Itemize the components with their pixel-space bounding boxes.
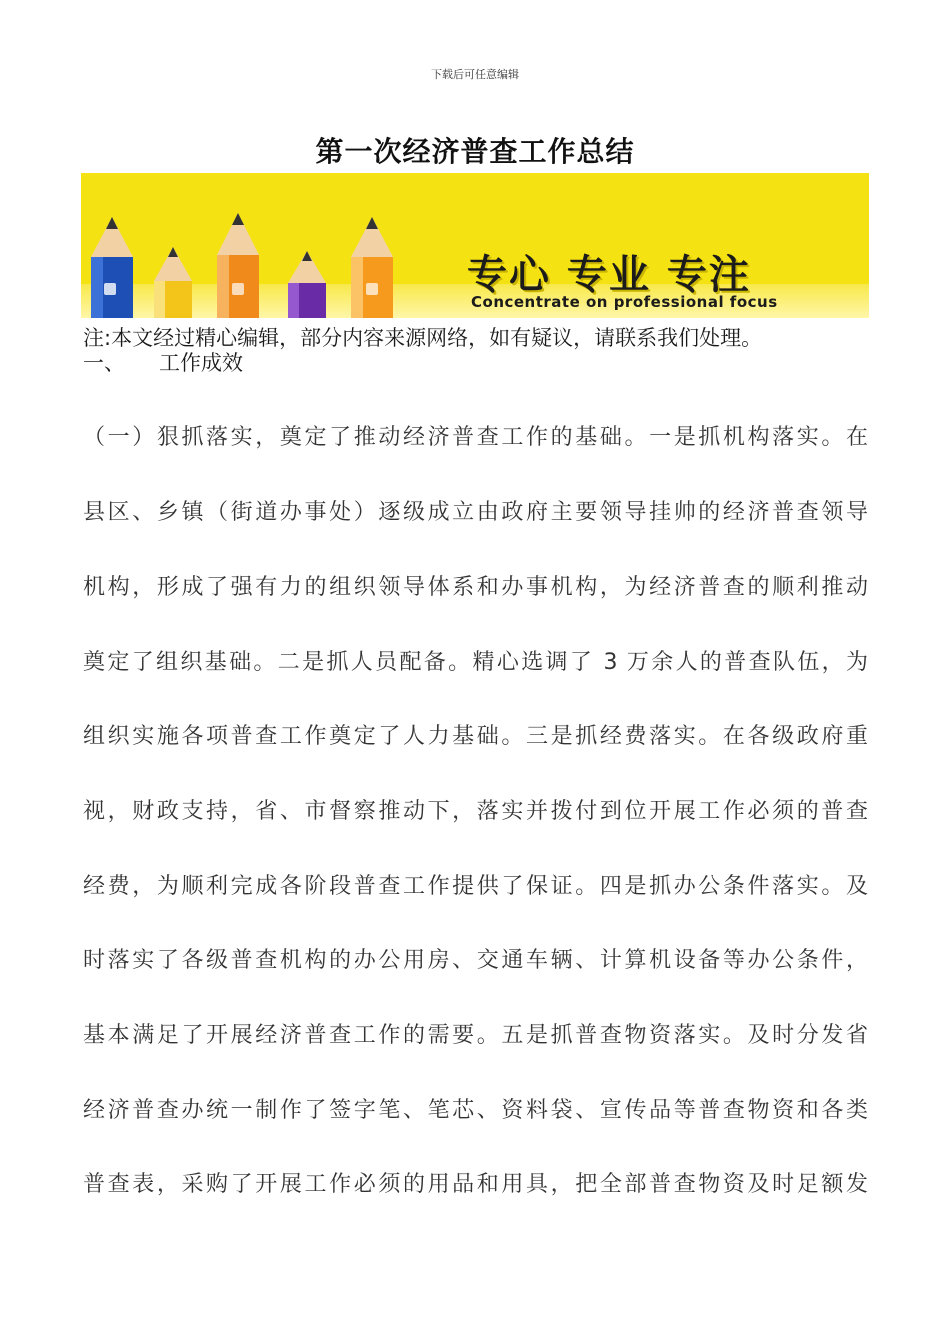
section-heading — [83, 347, 243, 377]
body-text-line: （一）狠抓落实，奠定了推动经济普查工作的基础。一是抓机构落实。在 — [83, 425, 868, 450]
blue-pencil-icon — [87, 217, 137, 318]
section-number: 一、 — [83, 351, 125, 375]
page-header-note: 下载后可任意编辑 — [431, 68, 519, 81]
editor-note: 注:本文经过精心编辑，部分内容来源网络，如有疑议，请联系我们处理。 — [83, 326, 763, 350]
banner-slogan-english: Concentrate on professional focus — [471, 293, 778, 311]
body-text-line: 组织实施各项普查工作奠定了人力基础。三是抓经费落实。在各级政府重 — [83, 724, 868, 749]
banner-slogan: 专心 专业 专注 — [467, 252, 751, 298]
body-text-line: 基本满足了开展经济普查工作的需要。五是抓普查物资落实。及时分发省 — [83, 1023, 868, 1048]
amber-pencil-icon — [347, 217, 397, 318]
section-title: 工作成效 — [159, 351, 243, 375]
body-text-line: 普查表，采购了开展工作必须的用品和用具，把全部普查物资及时足额发 — [83, 1172, 868, 1197]
body-text-line: 经费，为顺利完成各阶段普查工作提供了保证。四是抓办公条件落实。及 — [83, 874, 868, 899]
body-text-line: 奠定了组织基础。二是抓人员配备。精心选调了 3 万余人的普查队伍，为 — [83, 650, 868, 675]
yellow-pencil-icon — [151, 247, 195, 318]
banner-image — [81, 173, 869, 318]
document-title: 第一次经济普查工作总结 — [315, 135, 635, 168]
body-text-line: 时落实了各级普查机构的办公用房、交通车辆、计算机设备等办公条件， — [83, 948, 868, 973]
body-text-line: 机构，形成了强有力的组织领导体系和办事机构，为经济普查的顺利推动 — [83, 575, 868, 600]
orange-pencil-icon — [213, 213, 263, 318]
body-text-line: 视，财政支持，省、市督察推动下，落实并拨付到位开展工作必须的普查 — [83, 799, 868, 824]
purple-pencil-icon — [285, 251, 329, 318]
body-text-line: 县区、乡镇（街道办事处）逐级成立由政府主要领导挂帅的经济普查领导 — [83, 500, 868, 525]
body-text-line: 经济普查办统一制作了签字笔、笔芯、资料袋、宣传品等普查物资和各类 — [83, 1098, 868, 1123]
